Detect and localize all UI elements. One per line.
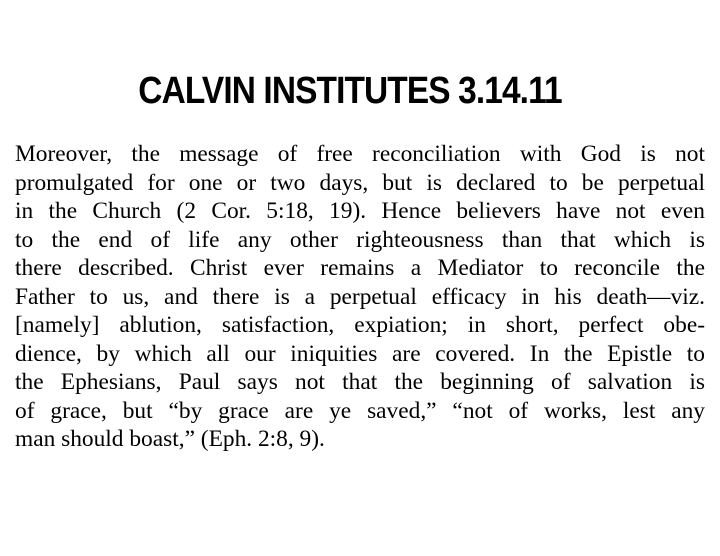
text-line: man should boast,” (Eph. 2:8, 9). <box>15 426 325 452</box>
quotation-text <box>15 140 705 454</box>
text-line: Father to us, and there is a perpetual efficacy in his death—viz. <box>15 283 705 310</box>
text-line: [namely] ablution, satisfaction, expiation; in short, perfect obe- <box>15 312 705 338</box>
text-line: Moreover, the message of free reconciliation with God is not <box>15 141 705 167</box>
text-line: of grace, but “by grace are ye saved,” “not of works, lest any <box>15 397 705 424</box>
text-line: there described. Christ ever remains a Mediator to reconcile the <box>15 255 705 281</box>
text-line: in the Church (2 Cor. 5:18, 19). Hence believers have not even <box>15 198 705 224</box>
text-line: the Ephesians, Paul says not that the beginning of salvation is <box>15 369 705 395</box>
text-line: promulgated for one or two days, but is declared to be perpetual <box>15 169 705 196</box>
text-line: dience, by which all our iniquities are covered. In the Epistle to <box>15 340 705 367</box>
text-line: to the end of life any other righteousness than that which is <box>15 226 705 253</box>
slide-title: CALVIN INSTITUTES 3.14.11 <box>138 70 562 112</box>
